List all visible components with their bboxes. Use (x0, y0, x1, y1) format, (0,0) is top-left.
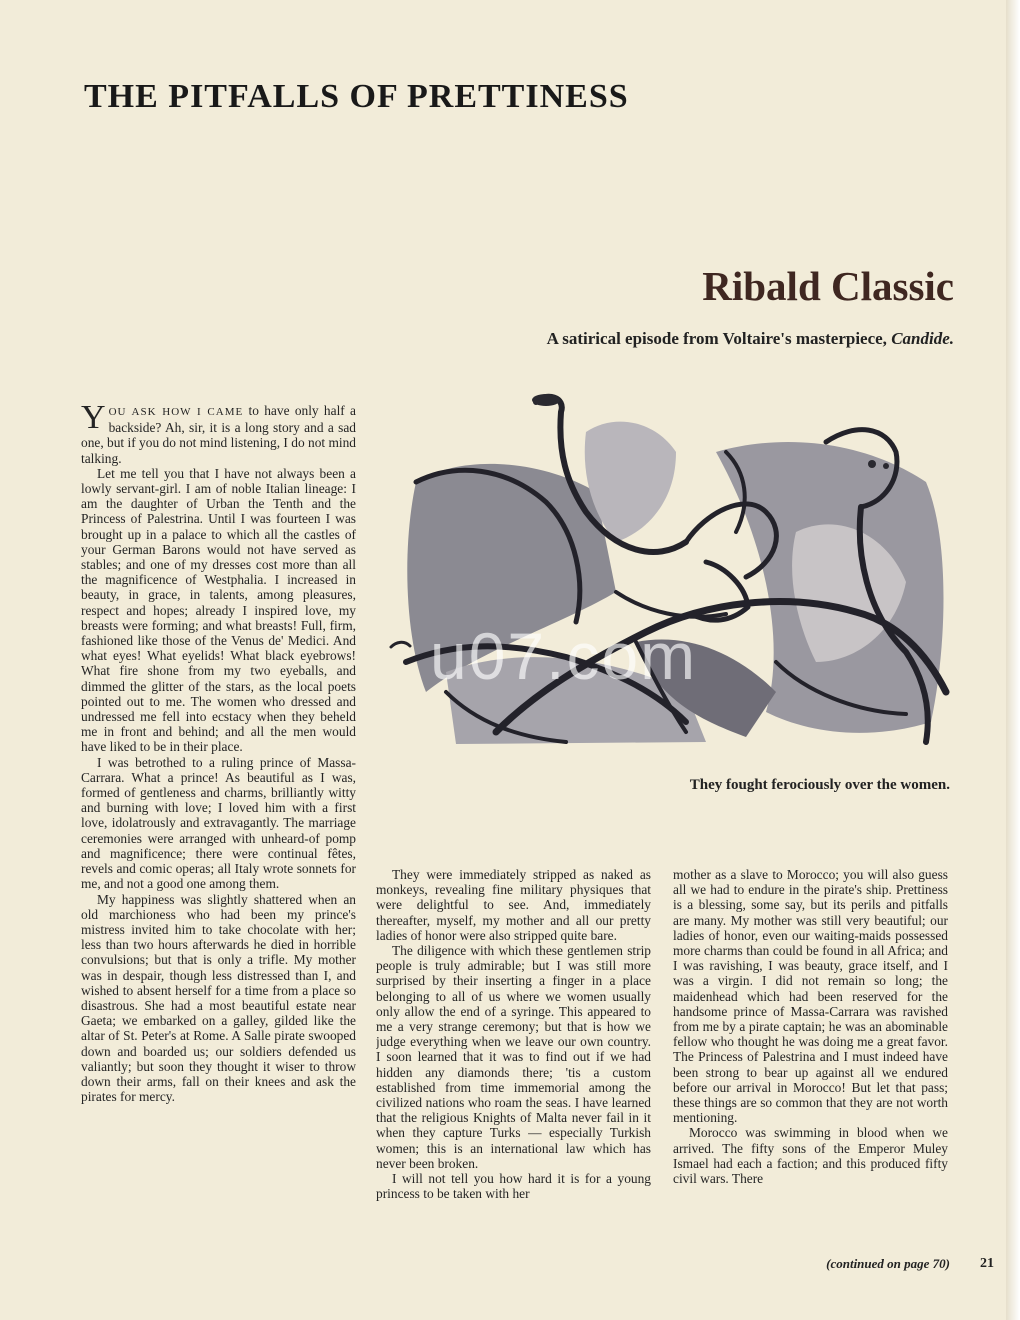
headline: Ribald Classic (702, 263, 954, 309)
illustration-caption: They fought ferociously over the women. (689, 777, 950, 793)
paragraph-4: My happiness was slightly shattered when an old marchioness who had been my prince's mistress invited him to take chocolate with her; less than two hours afterwards he died in horrible convulsions; but that is only a trifle. My mother was in despair, though less distressed than I, and wished to absent herself for a time from a place so disastrous. She had a most beautiful estate near Gaeta; we embarked on a galley, gilded like the altar of St. Peter's at Rome. A Salle pirate swooped down and boarded us; our soldiers defended us valiantly; but soon they thought it wiser to throw down their arms, fall on their knees and ask the pirates for mercy. (81, 891, 356, 1105)
subtitle (547, 329, 954, 349)
paragraph-3: I was betrothed to a ruling prince of Massa-Carrara. What a prince! As beautiful as I was, formed of gentleness and charms, brilliantly witty and burning with love; I loved him with a first love, idolatrously and extravagantly. The marriage ceremonies were arranged with unheard-of pomp and magnificence; there were continual fêtes, revels and comic operas; all Italy wrote sonnets for me, and not a good one among them. (81, 754, 356, 892)
paragraph-5: They were immediately stripped as naked as monkeys, revealing fine military physiques that were delightful to see. And, immediately thereafter, myself, my mother and all our pretty ladies of honor were also stripped quite bare. (376, 867, 651, 943)
paragraph-6: The diligence with which these gentlemen strip people is truly admirable; but I was still more surprised by their inserting a finger in a place belonging to all of us where we women usually only allow the end of a syringe. This appeared to me a very strange ceremony; but that is how we judge everything when we leave our own country. I soon learned that it was to find out if we had hidden any diamonds there; 'tis a custom established from time immemorial among the civilized nations who roam the seas. I have learned that the religious Knights of Malta never fail in it when they capture Turks — especially Turkish women; this is an international law which has never been broken. (376, 943, 651, 1171)
paragraph-text: to have only half a backside? Ah, sir, it is a long story and a sad one, but if you do not mind listening, I do not mind talking. (81, 403, 356, 466)
watermark: u07.com (430, 619, 698, 693)
continued-note: (continued on page 70) (826, 1256, 950, 1271)
paragraph-1 (81, 403, 356, 466)
paragraph-9: Morocco was swimming in blood when we arrived. The fifty sons of the Emperor Muley Ismael had each a faction; and this produced fifty civil wars. There (673, 1125, 948, 1187)
article-column-3 (673, 867, 948, 1262)
article-column-1 (81, 403, 356, 1269)
page-title: THE PITFALLS OF PRETTINESS (84, 78, 629, 115)
subtitle-work-title: Candide. (891, 329, 954, 348)
illustration (386, 392, 956, 764)
paragraph-8: mother as a slave to Morocco; you will also guess all we had to endure in the pirate's ship. Prettiness is a blessing, some say, but its perils and pitfalls are many. My mother was still very beautiful; our ladies of honor, even our waiting-maids possessed more charms than could be found in all Africa; and I was ravishing, I was beauty, grace itself, and I was a virgin. I did not remain so long; the maidenhead which had been reserved for the handsome prince of Massa-Carrara was ravished from me by a pirate captain; he was an abominable fellow who thought he was doing me a great favor. The Princess of Palestrina and I must indeed have been strong to bear up against all we endured before our arrival in Morocco! But let that pass; these things are so common that they are not worth mentioning. (673, 867, 948, 1126)
paragraph-2: Let me tell you that I have not always been a lowly servant-girl. I am of noble Italian lineage: I am the daughter of Urban the Tenth and the Princess of Palestrina. Until I was fourteen I was brought up in a palace to which all the castles of your German Barons would not have served as stables; and one of my dresses cost more than all the magnificence of Westphalia. I increased in beauty, in grace, in talents, among pleasures, respect and hopes; already I inspired love, my breasts were forming; and what breasts! Full, firm, fashioned like those of the Venus de' Medici. And what eyes! What eyelids! What black eyebrows! What fire shone from my two eyeballs, and dimmed the glitter of the stars, as the local poets pointed out to me. The women who dressed and undressed me fell into ecstacy when they beheld me in front and behind; and all the men would have liked to be in their place. (81, 465, 356, 755)
page-number: 21 (980, 1256, 994, 1271)
lead-small-caps: OU ASK HOW I CAME (108, 406, 244, 418)
subtitle-text: A satirical episode from Voltaire's masterpiece, (546, 329, 887, 348)
paragraph-7: I will not tell you how hard it is for a young princess to be taken with her (376, 1171, 651, 1202)
drop-cap: Y (81, 403, 106, 436)
fighting-figures-drawing (386, 392, 956, 764)
article-column-2 (376, 867, 651, 1269)
